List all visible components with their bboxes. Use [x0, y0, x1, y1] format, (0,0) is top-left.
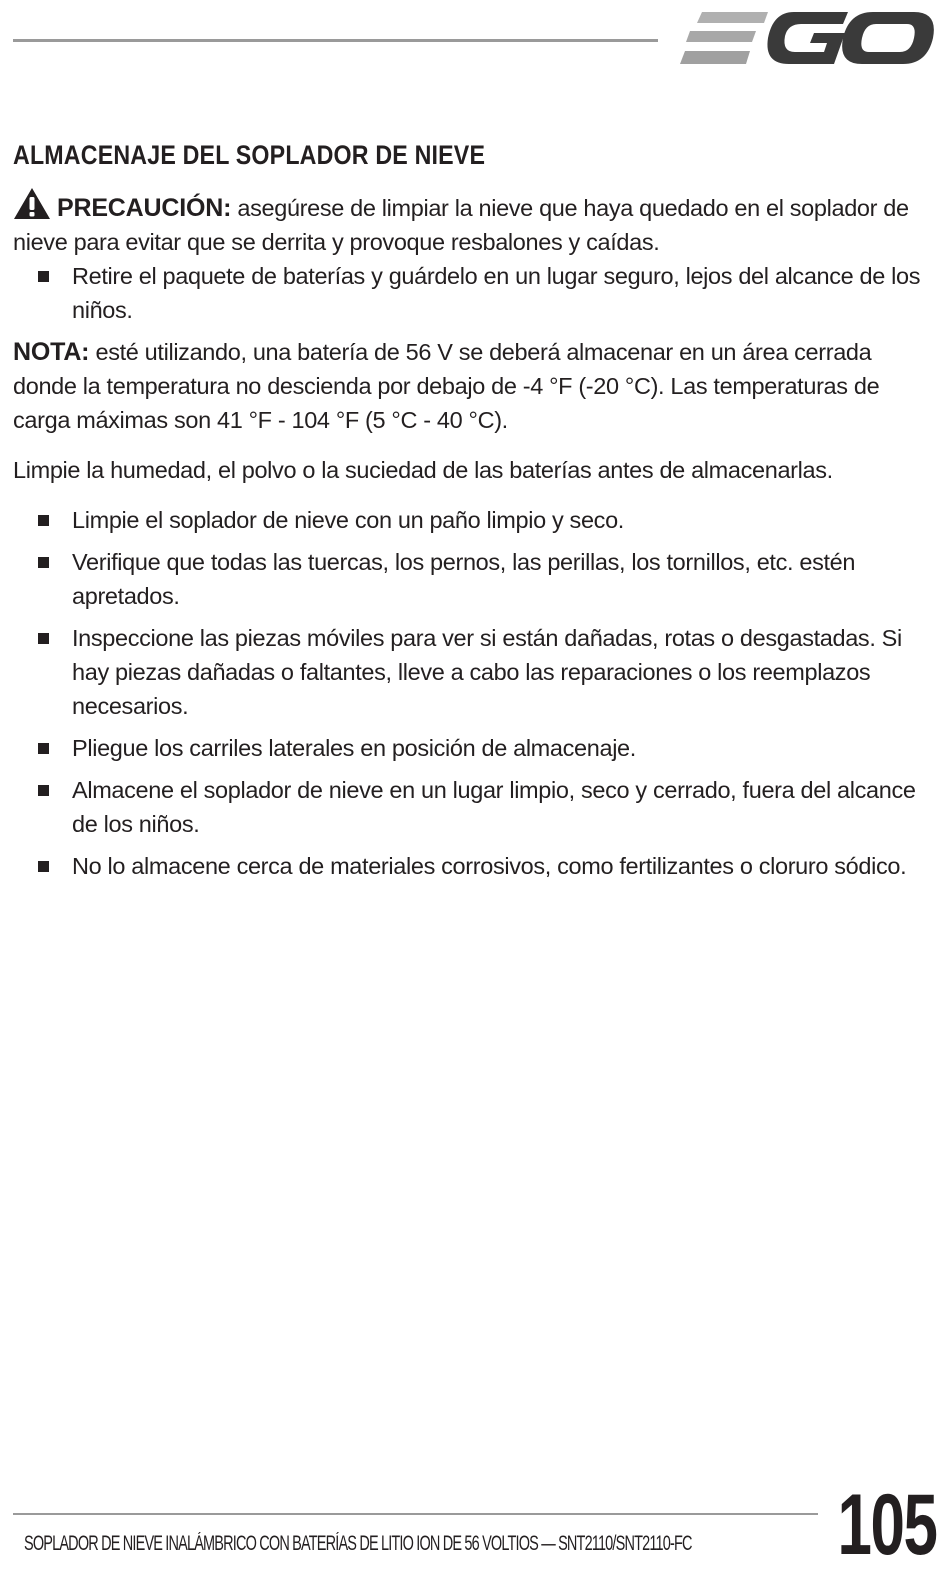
ego-logo: [676, 6, 938, 70]
footer-rule: [13, 1513, 818, 1515]
main-content: [13, 140, 935, 891]
list-item-text: No lo almacene cerca de materiales corrosivos, como fertilizantes o cloruro sódico.: [72, 853, 907, 879]
clean-battery-paragraph: Limpie la humedad, el polvo o la suciedad de las baterías antes de almacenarlas.: [13, 457, 833, 483]
warning-triangle-icon: [13, 187, 51, 220]
square-bullet-icon: [38, 743, 49, 754]
logo-letter-o: [842, 12, 934, 64]
list-item-text: Retire el paquete de baterías y guárdelo en un lugar seguro, lejos del alcance de los niños.: [72, 263, 921, 323]
list-item-text: Limpie el soplador de nieve con un paño limpio y seco.: [72, 507, 624, 533]
footer-title: SOPLADOR DE NIEVE INALÁMBRICO CON BATERÍAS DE LITIO ION DE 56 VOLTIOS — SNT2110/SNT2110-FC: [24, 1532, 692, 1555]
list-item: [13, 773, 935, 841]
section-title: ALMACENAJE DEL SOPLADOR DE NIEVE: [13, 140, 486, 170]
square-bullet-icon: [38, 515, 49, 526]
header-rule: [13, 39, 658, 42]
list-item: [13, 545, 935, 613]
bullet-list-battery: [13, 259, 935, 327]
square-bullet-icon: [38, 633, 49, 644]
list-item: [13, 849, 935, 883]
caution-label: PRECAUCIÓN:: [57, 194, 232, 222]
list-item-text: Almacene el soplador de nieve en un lugar limpio, seco y cerrado, fuera del alcance de los niños.: [72, 777, 916, 837]
list-item: [13, 621, 935, 723]
list-item: [13, 731, 935, 765]
note-paragraph: [13, 335, 935, 437]
list-item-text: Verifique que todas las tuercas, los pernos, las perillas, los tornillos, etc. estén apretados.: [72, 549, 856, 609]
note-label: NOTA:: [13, 338, 90, 366]
bullet-list-storage: [13, 503, 935, 883]
caution-text: asegúrese de limpiar la nieve que haya quedado en el soplador de nieve para evitar que se derrita y provoque resbalones y caídas.: [13, 195, 909, 255]
square-bullet-icon: [38, 271, 49, 282]
square-bullet-icon: [38, 557, 49, 568]
list-item: [13, 259, 935, 327]
square-bullet-icon: [38, 785, 49, 796]
logo-letter-g: [767, 12, 848, 64]
list-item-text: Pliegue los carriles laterales en posición de almacenaje.: [72, 735, 636, 761]
note-text: esté utilizando, una batería de 56 V se deberá almacenar en un área cerrada donde la temperatura no descienda por debajo de -4 °F (-20 °C). Las temperaturas de carga máximas son 41 °F - 104 °F (5 °C - 40 °C).: [13, 339, 880, 433]
square-bullet-icon: [38, 861, 49, 872]
logo-letter-e: [680, 12, 768, 64]
page-number: 105: [837, 1477, 936, 1573]
caution-paragraph: [13, 187, 935, 259]
list-item-text: Inspeccione las piezas móviles para ver si están dañadas, rotas o desgastadas. Si hay piezas dañadas o faltantes, lleve a cabo las reparaciones o los reemplazos necesarios.: [72, 625, 902, 719]
list-item: [13, 503, 935, 537]
